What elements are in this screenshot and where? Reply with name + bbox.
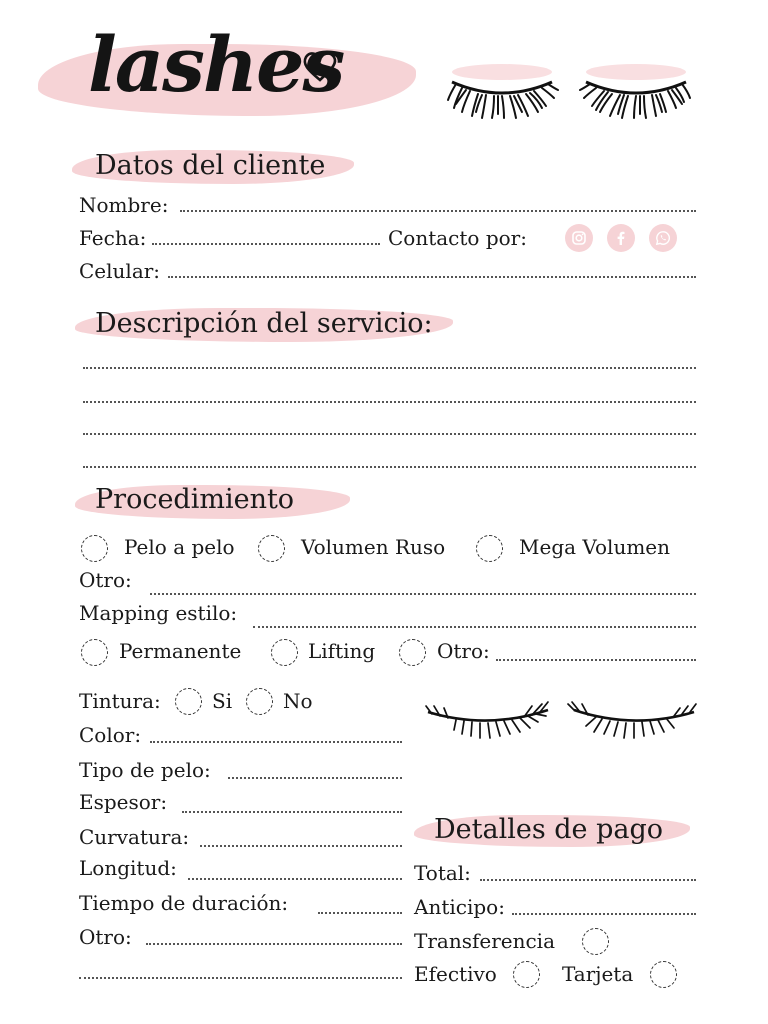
mapping-lifting-checkbox[interactable]: [271, 639, 298, 666]
closed-eye-lashes-left-icon: [446, 64, 558, 120]
color-label: Color:: [79, 723, 142, 747]
mapping-otro-label: Otro:: [437, 639, 490, 663]
other-label: Otro:: [79, 568, 132, 592]
option-mega-volumen-label: Mega Volumen: [519, 535, 671, 559]
phone-label: Celular:: [79, 259, 161, 283]
total-field[interactable]: [480, 879, 696, 881]
duration-label: Tiempo de duración:: [79, 891, 289, 915]
total-label: Total:: [414, 861, 471, 885]
tint-yes-label: Si: [212, 689, 233, 713]
curvature-label: Curvatura:: [79, 825, 190, 849]
whatsapp-icon[interactable]: [649, 224, 677, 252]
mapping-label: Mapping estilo:: [79, 601, 238, 625]
option-pelo-a-pelo-label: Pelo a pelo: [124, 535, 235, 559]
service-heading: Descripción del servicio:: [95, 308, 433, 339]
date-label: Fecha:: [79, 226, 147, 250]
procedure-heading: Procedimiento: [95, 484, 295, 515]
facebook-icon[interactable]: [607, 224, 635, 252]
lashes-small-right-icon: [570, 702, 698, 742]
mapping-permanente-checkbox[interactable]: [81, 639, 108, 666]
payment-heading: Detalles de pago: [434, 814, 664, 845]
extra-line-field[interactable]: [79, 977, 402, 979]
page-title: lashes: [88, 20, 344, 109]
service-line-1[interactable]: [83, 367, 696, 369]
color-field[interactable]: [150, 741, 402, 743]
service-line-3[interactable]: [83, 433, 696, 435]
mapping-otro-checkbox[interactable]: [399, 639, 426, 666]
option-pelo-a-pelo-checkbox[interactable]: [81, 535, 108, 562]
contact-label: Contacto por:: [388, 226, 527, 250]
hair-type-field[interactable]: [228, 777, 402, 779]
lashes-small-left-icon: [424, 702, 552, 742]
cash-label: Efectivo: [414, 962, 497, 986]
mapping-otro-field[interactable]: [496, 659, 696, 661]
other-field[interactable]: [150, 593, 696, 595]
deposit-label: Anticipo:: [414, 895, 505, 919]
mapping-field[interactable]: [253, 626, 696, 628]
tint-label: Tintura:: [79, 689, 161, 713]
curvature-field[interactable]: [200, 845, 402, 847]
mapping-permanente-label: Permanente: [119, 639, 242, 663]
instagram-icon[interactable]: [565, 224, 593, 252]
phone-field[interactable]: [168, 276, 696, 278]
service-line-2[interactable]: [83, 401, 696, 403]
card-checkbox[interactable]: [650, 961, 677, 988]
tint-no-label: No: [283, 689, 313, 713]
name-label: Nombre:: [79, 193, 169, 217]
tint-no-checkbox[interactable]: [246, 688, 273, 715]
option-volumen-ruso-label: Volumen Ruso: [301, 535, 446, 559]
card-label: Tarjeta: [562, 962, 634, 986]
hair-type-label: Tipo de pelo:: [79, 758, 211, 782]
closed-eye-lashes-right-icon: [580, 64, 692, 120]
deposit-field[interactable]: [512, 913, 696, 915]
thickness-label: Espesor:: [79, 790, 168, 814]
heart-icon: [300, 50, 340, 84]
cash-checkbox[interactable]: [513, 961, 540, 988]
option-volumen-ruso-checkbox[interactable]: [258, 535, 285, 562]
length-field[interactable]: [188, 878, 402, 880]
length-label: Longitud:: [79, 856, 177, 880]
transfer-label: Transferencia: [414, 929, 556, 953]
duration-field[interactable]: [318, 912, 402, 914]
mapping-lifting-label: Lifting: [308, 639, 376, 663]
transfer-checkbox[interactable]: [582, 928, 609, 955]
other2-label: Otro:: [79, 925, 132, 949]
date-field[interactable]: [152, 243, 380, 245]
other2-field[interactable]: [146, 943, 402, 945]
name-field[interactable]: [180, 210, 696, 212]
service-line-4[interactable]: [83, 466, 696, 468]
thickness-field[interactable]: [182, 811, 402, 813]
option-mega-volumen-checkbox[interactable]: [476, 535, 503, 562]
client-heading: Datos del cliente: [95, 150, 326, 181]
tint-yes-checkbox[interactable]: [175, 688, 202, 715]
